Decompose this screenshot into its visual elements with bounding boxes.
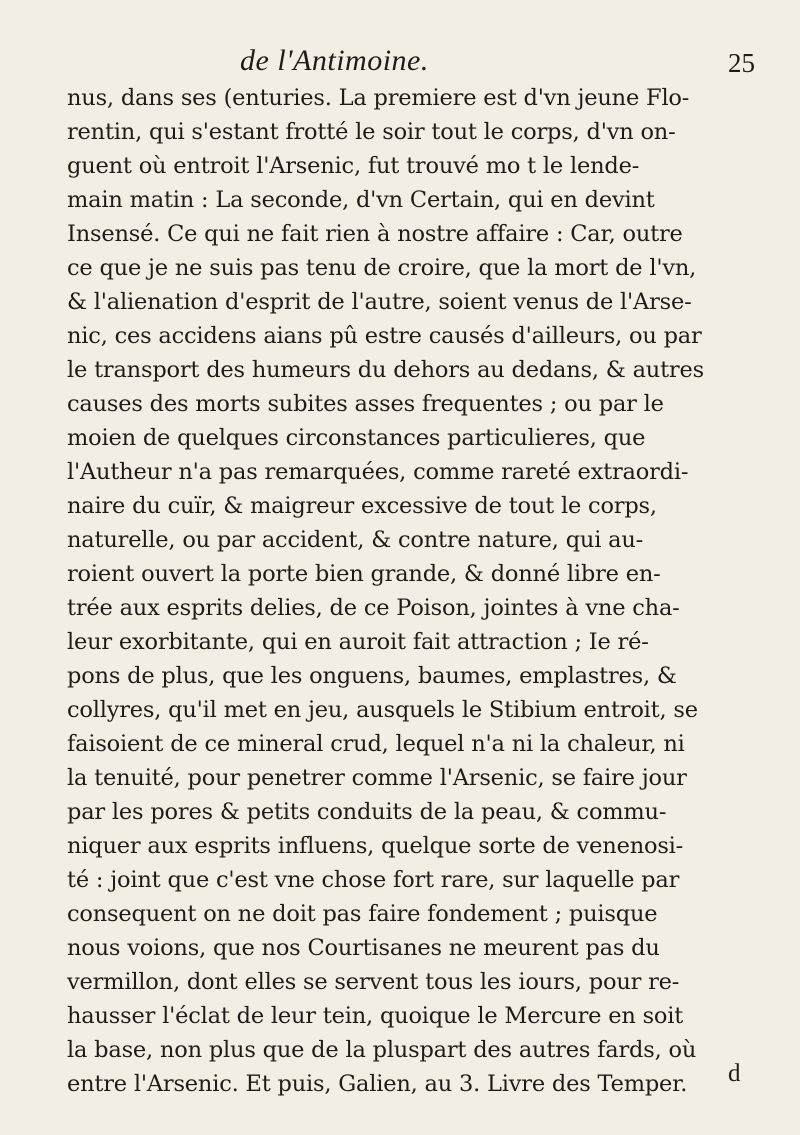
text-line: la base, non plus que de la pluspart des autres fards, où [67,1037,697,1063]
text-line: hausser l'éclat de leur tein, quoique le Mercure en soit [67,1003,684,1029]
running-title: de l'Antimoine. [240,44,429,77]
text-line: consequent on ne doit pas faire fondement ; puisque [67,901,658,927]
text-line: nic, ces accidens aians pû estre causés d'ailleurs, ou par [67,323,702,349]
catchword: d [728,1060,741,1087]
text-line: par les pores & petits conduits de la peau, & commu- [67,799,667,825]
text-line: leur exorbitante, qui en auroit fait attraction ; Ie ré- [67,629,649,655]
text-line: pons de plus, que les onguens, baumes, emplastres, & [67,663,677,689]
text-line: rentin, qui s'estant frotté le soir tout le corps, d'vn on- [67,119,676,145]
text-line: trée aux esprits delies, de ce Poison, jointes à vne cha- [67,595,680,621]
text-line: & l'alienation d'esprit de l'autre, soient venus de l'Arse- [67,289,692,315]
text-line: causes des morts subites asses frequentes ; ou par le [67,391,664,417]
text-line: la tenuité, pour penetrer comme l'Arsenic, se faire jour [67,765,687,791]
running-head [0,44,800,84]
text-line: té : joint que c'est vne chose fort rare, sur laquelle par [67,867,680,893]
text-line: ce que je ne suis pas tenu de croire, que la mort de l'vn, [67,255,697,281]
page-number: 25 [728,48,755,78]
text-line: nus, dans ses (enturies. La premiere est d'vn jeune Flo- [67,85,690,111]
text-line: roient ouvert la porte bien grande, & donné libre en- [67,561,661,587]
text-line: collyres, qu'il met en jeu, ausquels le Stibium entroit, se [67,697,698,723]
text-line: le transport des humeurs du dehors au dedans, & autres [67,357,704,383]
text-line: vermillon, dont elles se servent tous les iours, pour re- [67,969,680,995]
text-line: naturelle, ou par accident, & contre nature, qui au- [67,527,644,553]
text-line: main matin : La seconde, d'vn Certain, qui en devint [67,187,655,213]
text-line: naire du cuïr, & maigreur excessive de tout le corps, [67,493,657,519]
text-line: Insensé. Ce qui ne fait rien à nostre affaire : Car, outre [67,221,683,247]
text-line: guent où entroit l'Arsenic, fut trouvé mo t le lende- [67,153,640,179]
text-line: moien de quelques circonstances particulieres, que [67,425,646,451]
text-line: l'Autheur n'a pas remarquées, comme rareté extraordi- [67,459,689,485]
text-line: nous voions, que nos Courtisanes ne meurent pas du [67,935,660,961]
text-line: entre l'Arsenic. Et puis, Galien, au 3. Livre des Temper. [67,1071,688,1097]
text-line: niquer aux esprits influens, quelque sorte de venenosi- [67,833,684,859]
text-line: faisoient de ce mineral crud, lequel n'a ni la chaleur, ni [67,731,685,757]
